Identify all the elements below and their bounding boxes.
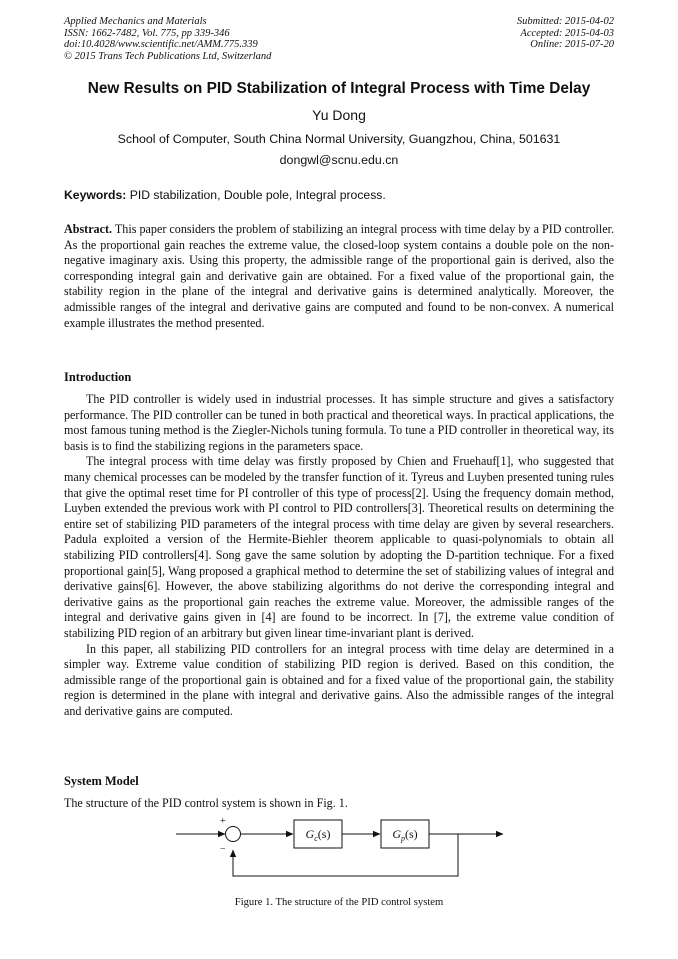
plant-g: G (392, 827, 401, 841)
keywords (64, 187, 614, 203)
abstract-text: This paper considers the problem of stabilizing an integral process with time delay by a PID controller. As the proportional gain reaches the extreme value, the closed-loop system contains a double pole on the non-negative imaginary axis. Using this property, the admissible range of the proportional gain is derived, also the corresponding integral gain and derivative gain are obtained. For a fixed value of the proportional gain, the stability region in the plane of the integral and derivative gains is determined analytically. Moreover, the admissible ranges of the integral and derivative gains are computed and found to be non-convex. A numerical example illustrates the method presented. (64, 222, 614, 330)
abstract (64, 222, 614, 331)
copyright-line: © 2015 Trans Tech Publications Ltd, Switzerland (64, 50, 272, 62)
introduction-body (64, 392, 614, 719)
plus-sign: + (220, 816, 226, 827)
minus-sign: − (220, 844, 226, 855)
intro-paragraph-1: The PID controller is widely used in industrial processes. It has simple structure and gives a satisfactory performance. The PID controller can be tuned in both practical and theoretical ways. In practical applications, the most famous tuning method is the Ziegler-Nichols tuning formula. To tune a PID controller in theoretical way, its basis is to find the stabilizing regions in the parameters space. (64, 392, 614, 453)
accepted-date: Accepted: 2015-04-03 (520, 27, 614, 39)
keywords-label: Keywords: (64, 188, 127, 202)
author-affiliation: School of Computer, South China Normal University, Guangzhou, China, 501631 (117, 132, 561, 146)
submitted-date: Submitted: 2015-04-02 (516, 16, 614, 27)
plant-arg: (s) (405, 827, 418, 841)
author-email: dongwl@scnu.edu.cn (279, 153, 399, 167)
plant-sub: p (401, 834, 405, 843)
issn-line: ISSN: 1662-7482, Vol. 775, pp 339-346 (64, 27, 230, 39)
journal-info (64, 16, 271, 62)
controller-block-label (306, 827, 331, 843)
system-model-text: The structure of the PID control system is shown in Fig. 1. (64, 796, 348, 810)
online-date: Online: 2015-07-20 (530, 39, 614, 51)
summing-junction (226, 827, 241, 842)
system-model-heading: System Model (64, 774, 139, 788)
controller-arg: (s) (317, 827, 331, 841)
controller-g: G (305, 827, 315, 841)
intro-paragraph-3: In this paper, all stabilizing PID controllers for an integral process with time delay are determined in a simpler way. Extreme value condition of stabilizing PID region is derived. Based on this condition, the admissible range of the proportional gain is obtained and for a fixed value of the proportional gain, the stability region is determined in the plane with integral and derivative gains. Also the admissible ranges of the integral and derivative gains are computed. (64, 641, 614, 718)
author-name: Yu Dong (312, 107, 366, 123)
journal-name: Applied Mechanics and Materials (64, 16, 207, 27)
keywords-text: PID stabilization, Double pole, Integral process. (126, 188, 386, 202)
figure-caption: Figure 1. The structure of the PID control system (234, 897, 444, 908)
controller-sub: c (314, 834, 318, 843)
pid-block-diagram (0, 810, 678, 886)
paper-title: New Results on PID Stabilization of Integral Process with Time Delay (87, 80, 591, 97)
intro-paragraph-2: The integral process with time delay was firstly proposed by Chien and Fruehauf[1], who suggested that many chemical processes can be modeled by the transfer function of it. Tyreus and Luyben presented tuning rules that give the optimal reset time for PI controller of this type of process[2]. Using the frequency domain method, Luyben extended the previous work with PI control to PID controllers[3]. Theoretical results on determining the entire set of stabilizing PID parameters of the integral process with time delay are given by several researchers. Padula exploited a version of the Hermite-Biehler theorem applicable to quasi-polynomials to obtain all stabilizing PID controllers[4]. Song gave the same solution by adopting the D-partition technique. For a fixed proportional gain[5], Wang proposed a graphical method to determine the set of stabilizing values of integral and derivative gains[6]. However, the above stabilizing algorithms do not derive the corresponding integral and derivative gains as the proportional gain reaches the extreme value. Moreover, the admissible ranges of the integral and derivative gains given in [4] are found to be incorrect. In [7], the extreme value condition of stabilizing PID region of an arbitrary but given linear time-invariant plant is derived. (64, 454, 614, 640)
abstract-label: Abstract. (64, 222, 113, 236)
publication-dates (517, 16, 614, 51)
doi-line: doi:10.4028/www.scientific.net/AMM.775.339 (64, 39, 258, 51)
introduction-heading: Introduction (64, 370, 132, 384)
plant-block-label (392, 827, 417, 843)
